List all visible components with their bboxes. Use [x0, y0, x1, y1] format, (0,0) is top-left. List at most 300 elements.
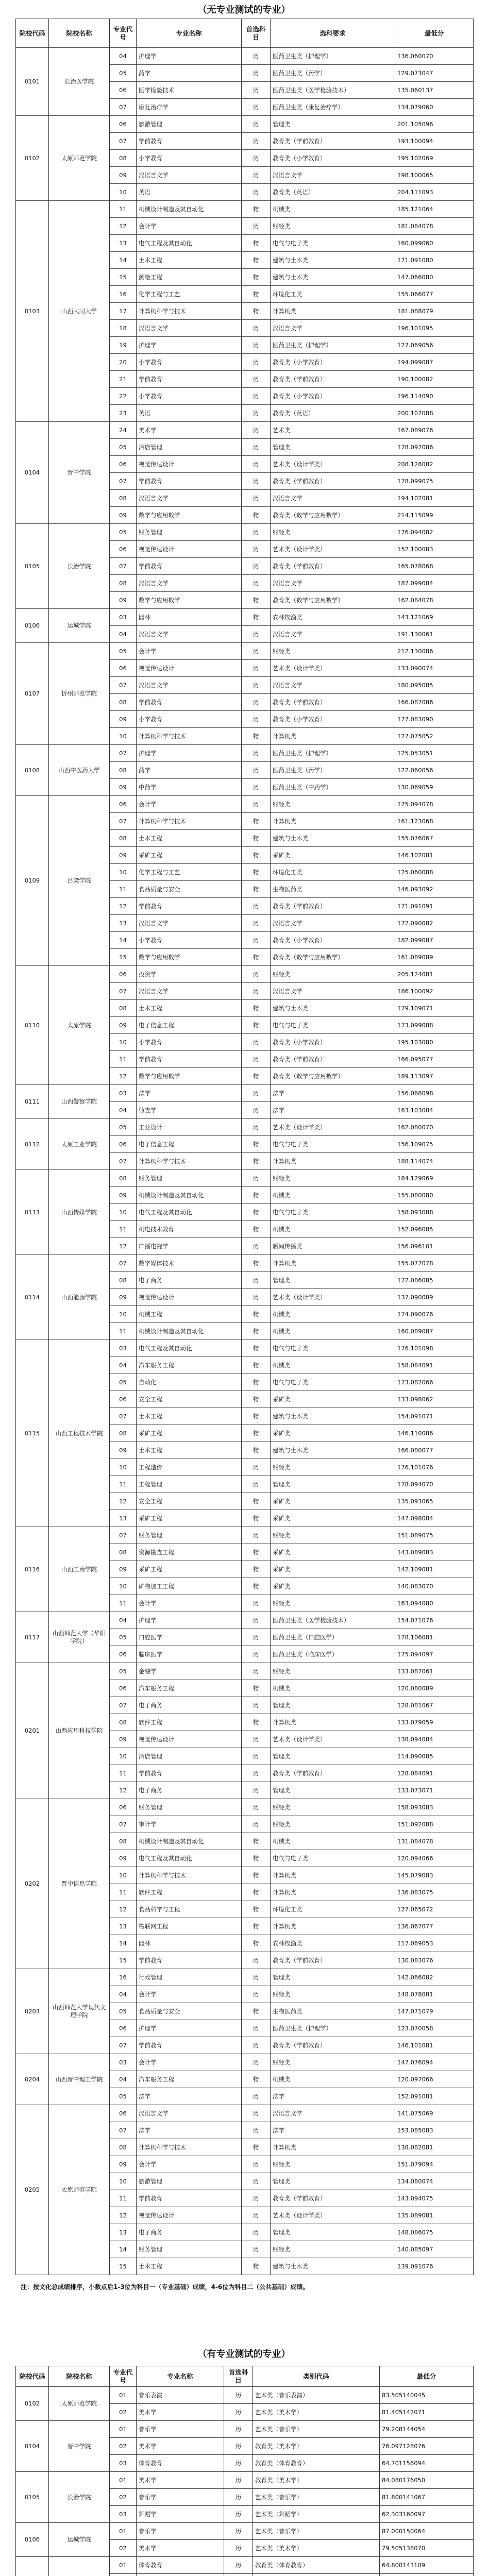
- subject-cell: 历: [242, 1697, 271, 1714]
- requirement-cell: 采矿类: [271, 1493, 395, 1510]
- min-score-cell: 142.109081: [395, 1561, 474, 1578]
- min-score-cell: 193.100094: [395, 133, 474, 150]
- major-name-cell: 学前教育: [137, 2037, 242, 2054]
- min-score-cell: 175.094097: [395, 1646, 474, 1663]
- major-name-cell: 小学教育: [137, 1034, 242, 1051]
- min-score-cell: 194.102081: [395, 490, 474, 507]
- major-name-cell: 美术学: [137, 2438, 224, 2455]
- major-name-cell: 小学教育: [137, 711, 242, 728]
- min-score-cell: 141.075069: [395, 2105, 474, 2122]
- major-code-cell: 08: [110, 1170, 137, 1187]
- major-name-cell: 汉语言文学: [137, 320, 242, 337]
- major-code-cell: 02: [110, 2540, 137, 2557]
- major-code-cell: 13: [110, 1918, 137, 1935]
- major-name-cell: 法学: [137, 2122, 242, 2139]
- column-header: 院校代码: [16, 19, 49, 48]
- subject-cell: 物: [242, 847, 271, 864]
- requirement-cell: 医药卫生类（医学检验技术）: [271, 82, 395, 99]
- subject-cell: 历: [242, 558, 271, 575]
- major-name-cell: 汉语言文学: [137, 490, 242, 507]
- major-name-cell: 财务管理: [137, 2241, 242, 2258]
- major-name-cell: 学前教育: [137, 558, 242, 575]
- subject-cell: 历: [242, 1731, 271, 1748]
- major-code-cell: 03: [110, 2054, 137, 2071]
- major-name-cell: 计算机科学与技术: [137, 813, 242, 830]
- table-row: [16, 796, 474, 813]
- subject-cell: 历: [242, 439, 271, 456]
- min-score-cell: 148.078081: [395, 1986, 474, 2003]
- subject-cell: 历: [242, 779, 271, 796]
- subject-cell: 物: [242, 1068, 271, 1085]
- requirement-cell: 管理类: [271, 1969, 395, 1986]
- subject-cell: 历: [224, 2506, 253, 2523]
- min-score-cell: 133.079059: [395, 1714, 474, 1731]
- subject-cell: 历: [242, 1952, 271, 1969]
- table-row: [16, 48, 474, 65]
- min-score-cell: 130.069059: [395, 779, 474, 796]
- requirement-cell: 教育类（数学与应用数学）: [271, 949, 395, 966]
- min-score-cell: 134.080074: [395, 2173, 474, 2190]
- min-score-cell: 181.084078: [395, 218, 474, 235]
- min-score-cell: 155.080080: [395, 1187, 474, 1204]
- requirement-cell: 机械类: [271, 1680, 395, 1697]
- major-code-cell: 07: [110, 677, 137, 694]
- requirement-cell: 教育类（英语）: [271, 405, 395, 422]
- major-name-cell: 工程造价: [137, 1459, 242, 1476]
- min-score-cell: 158.093088: [395, 1204, 474, 1221]
- min-score-cell: 81.800141067: [380, 2489, 474, 2506]
- min-score-cell: 148.086075: [395, 2224, 474, 2241]
- requirement-cell: 艺术类: [271, 422, 395, 439]
- major-name-cell: 音乐学: [137, 2421, 224, 2438]
- subject-cell: 历: [242, 2054, 271, 2071]
- school-code-cell: 0110: [16, 966, 49, 1085]
- subject-cell: 物: [242, 2071, 271, 2088]
- subject-cell: 历: [242, 133, 271, 150]
- major-code-cell: 08: [110, 150, 137, 167]
- major-code-cell: 06: [110, 660, 137, 677]
- requirement-cell: 医药卫生类（医学检验技术）: [271, 1612, 395, 1629]
- major-name-cell: 学前教育: [137, 1765, 242, 1782]
- requirement-cell: 汉语言文学: [271, 490, 395, 507]
- major-code-cell: 11: [110, 1884, 137, 1901]
- major-name-cell: 土木工程: [137, 1000, 242, 1017]
- subject-cell: 物: [242, 1918, 271, 1935]
- subject-cell: 历: [242, 2105, 271, 2122]
- major-name-cell: 汉语言文学: [137, 2105, 242, 2122]
- min-score-cell: 117.069053: [395, 1935, 474, 1952]
- major-code-cell: 09: [110, 847, 137, 864]
- requirement-cell: [253, 2574, 380, 2576]
- subject-cell: 历: [242, 1986, 271, 2003]
- min-score-cell: 156.068098: [395, 1085, 474, 1102]
- requirement-cell: 机械类: [271, 1357, 395, 1374]
- subject-cell: 历: [242, 116, 271, 133]
- requirement-cell: 教育类（美术学）: [253, 2438, 380, 2455]
- major-name-cell: 数学与应用数学: [137, 592, 242, 609]
- major-code-cell: 05: [110, 2003, 137, 2020]
- table-row: [16, 1340, 474, 1357]
- min-score-cell: 178.099075: [395, 473, 474, 490]
- school-name-cell: 吕梁学院: [49, 796, 110, 966]
- requirement-cell: 机械类: [271, 201, 395, 218]
- min-score-cell: 163.094080: [395, 1595, 474, 1612]
- major-code-cell: 01: [110, 2472, 137, 2489]
- subject-cell: 物: [242, 1561, 271, 1578]
- min-score-cell: 62.303160097: [380, 2506, 474, 2523]
- subject-cell: 物: [242, 728, 271, 745]
- requirement-cell: 采矿类: [271, 1391, 395, 1408]
- requirement-cell: 汉语言文学: [271, 677, 395, 694]
- major-code-cell: 14: [110, 252, 137, 269]
- requirement-cell: 汉语言文学: [271, 167, 395, 184]
- major-name-cell: 视觉传达设计: [137, 1731, 242, 1748]
- requirement-cell: 汉语言文学: [271, 626, 395, 643]
- major-code-cell: 03: [110, 1085, 137, 1102]
- subject-cell: 历: [242, 150, 271, 167]
- subject-cell: 历: [242, 711, 271, 728]
- major-code-cell: 06: [110, 1136, 137, 1153]
- subject-cell: 历: [242, 1238, 271, 1255]
- min-score-cell: 175.094078: [395, 796, 474, 813]
- min-score-cell: 176.101076: [395, 1459, 474, 1476]
- major-code-cell: 08: [110, 1544, 137, 1561]
- subject-cell: 历: [242, 762, 271, 779]
- major-code-cell: 11: [110, 1765, 137, 1782]
- major-name-cell: 英语: [137, 405, 242, 422]
- min-score-cell: 195.103080: [395, 1034, 474, 1051]
- min-score-cell: 208.128082: [395, 456, 474, 473]
- school-code-cell: 0101: [16, 48, 49, 116]
- subject-cell: 历: [242, 745, 271, 762]
- min-score-cell: 154.091071: [395, 1408, 474, 1425]
- min-score-cell: 154.071076: [395, 1612, 474, 1629]
- subject-cell: 历: [242, 388, 271, 405]
- major-name-cell: 小学教育: [137, 388, 242, 405]
- major-code-cell: 08: [110, 1000, 137, 1017]
- major-code-cell: 19: [110, 337, 137, 354]
- requirement-cell: 艺术类（设计学类）: [271, 1119, 395, 1136]
- requirement-cell: 财经类: [271, 218, 395, 235]
- requirement-cell: 法学: [271, 1085, 395, 1102]
- min-score-cell: 165.078068: [395, 558, 474, 575]
- requirement-cell: 采矿类: [271, 847, 395, 864]
- major-code-cell: 10: [110, 1867, 137, 1884]
- major-name-cell: 采矿工程: [137, 1425, 242, 1442]
- subject-cell: 历: [242, 2020, 271, 2037]
- min-score-cell: 198.100065: [395, 167, 474, 184]
- major-code-cell: 17: [110, 303, 137, 320]
- major-code-cell: 11: [110, 2190, 137, 2207]
- min-score-cell: 79.505138070: [380, 2540, 474, 2557]
- min-score-cell: 140.085097: [395, 2241, 474, 2258]
- min-score-cell: 128.081067: [395, 1697, 474, 1714]
- min-score-cell: 176.101098: [395, 1340, 474, 1357]
- requirement-cell: 生物医药类: [271, 2003, 395, 2020]
- table-row: [16, 1170, 474, 1187]
- requirement-cell: 教育类（体育教育）: [253, 2455, 380, 2472]
- subject-cell: 物: [242, 1442, 271, 1459]
- requirement-cell: 教育类（学前教育）: [271, 898, 395, 915]
- major-code-cell: 20: [110, 354, 137, 371]
- min-score-cell: 79.208144054: [380, 2421, 474, 2438]
- requirement-cell: 医药卫生类（护理学）: [271, 745, 395, 762]
- school-name-cell: 太原工业学院: [49, 1119, 110, 1170]
- min-score-cell: 143.121069: [395, 609, 474, 626]
- major-code-cell: 13: [110, 2224, 137, 2241]
- requirement-cell: 建筑与土木类: [271, 2258, 395, 2275]
- min-score-cell: 81.405142071: [380, 2404, 474, 2421]
- subject-cell: 历: [242, 184, 271, 201]
- column-header: 最低分: [395, 19, 474, 48]
- min-score-cell: 158.093083: [395, 1799, 474, 1816]
- major-code-cell: 15: [110, 949, 137, 966]
- major-name-cell: 电子信息工程: [137, 1017, 242, 1034]
- major-code-cell: 04: [110, 1986, 137, 2003]
- major-code-cell: 01: [110, 2557, 137, 2574]
- subject-cell: 物: [242, 1391, 271, 1408]
- major-name-cell: 法学: [137, 2088, 242, 2105]
- subject-cell: 物: [242, 1578, 271, 1595]
- major-code-cell: 07: [110, 1153, 137, 1170]
- major-name-cell: 机械设计制造及其自动化: [137, 1323, 242, 1340]
- school-code-cell: 0104: [16, 2421, 49, 2472]
- major-code-cell: 10: [110, 1748, 137, 1765]
- subject-cell: 历: [242, 422, 271, 439]
- major-name-cell: 汉语言文学: [137, 167, 242, 184]
- major-code-cell: 07: [110, 813, 137, 830]
- major-name-cell: 资源勘查工程: [137, 1544, 242, 1561]
- school-code-cell: 0111: [16, 1085, 49, 1119]
- major-code-cell: 10: [110, 1578, 137, 1595]
- major-name-cell: 会计学: [137, 796, 242, 813]
- major-name-cell: 审计学: [137, 1816, 242, 1833]
- major-code-cell: 15: [110, 269, 137, 286]
- subject-cell: 物: [242, 1221, 271, 1238]
- major-code-cell: 05: [110, 1663, 137, 1680]
- min-score-cell: 136.067077: [395, 1918, 474, 1935]
- school-code-cell: 0115: [16, 1340, 49, 1527]
- min-score-cell: 173.099088: [395, 1017, 474, 1034]
- subject-cell: 历: [242, 1969, 271, 1986]
- major-code-cell: 10: [110, 864, 137, 881]
- major-name-cell: 学前教育: [137, 473, 242, 490]
- school-code-cell: 0102: [16, 2387, 49, 2421]
- min-score-cell: 138.094084: [395, 1731, 474, 1748]
- subject-cell: 历: [242, 1085, 271, 1102]
- min-score-cell: 131.084078: [395, 1833, 474, 1850]
- requirement-cell: 财经类: [271, 2054, 395, 2071]
- table-row: [16, 609, 474, 626]
- subject-cell: 物: [242, 1340, 271, 1357]
- major-code-cell: 11: [110, 201, 137, 218]
- subject-cell: 历: [224, 2557, 253, 2574]
- requirement-cell: 采矿类: [271, 1544, 395, 1561]
- major-code-cell: 06: [110, 1646, 137, 1663]
- major-code-cell: 04: [110, 1357, 137, 1374]
- major-code-cell: 09: [110, 711, 137, 728]
- major-name-cell: 测绘工程: [137, 269, 242, 286]
- major-name-cell: 电气工程及其自动化: [137, 1204, 242, 1221]
- major-name-cell: 食品质量与安全: [137, 881, 242, 898]
- min-score-cell: 120.080089: [395, 1680, 474, 1697]
- major-code-cell: 05: [110, 2088, 137, 2105]
- subject-cell: 历: [242, 1527, 271, 1544]
- major-code-cell: 07: [110, 1816, 137, 1833]
- min-score-cell: 151.079094: [395, 2156, 474, 2173]
- major-code-cell: 09: [110, 1731, 137, 1748]
- column-header: 首选科目: [224, 2366, 253, 2387]
- column-header: 类别代码: [253, 2366, 380, 2387]
- subject-cell: 历: [242, 2037, 271, 2054]
- requirement-cell: 财经类: [271, 1816, 395, 1833]
- school-name-cell: 山西能源学院: [49, 1255, 110, 1340]
- min-score-cell: 146.102081: [395, 847, 474, 864]
- min-score-cell: 114.090085: [395, 1748, 474, 1765]
- requirement-cell: 医药卫生类（药学）: [271, 762, 395, 779]
- major-name-cell: 食品质量与安全: [137, 2003, 242, 2020]
- column-header: 专业名称: [137, 19, 242, 48]
- requirement-cell: 财经类: [271, 1799, 395, 1816]
- column-header: 首选科目: [242, 19, 271, 48]
- requirement-cell: 建筑与土木类: [271, 1000, 395, 1017]
- major-name-cell: 电子商务: [137, 1782, 242, 1799]
- requirement-cell: 财经类: [271, 524, 395, 541]
- major-code-cell: 15: [110, 1952, 137, 1969]
- major-name-cell: 小学教育: [137, 150, 242, 167]
- min-score-cell: 176.094082: [395, 524, 474, 541]
- major-name-cell: 电子商务: [137, 1697, 242, 1714]
- school-name-cell: 山西传媒学院: [49, 1170, 110, 1255]
- table-row: [16, 1612, 474, 1629]
- school-name-cell: 山西中医药大学: [49, 745, 110, 796]
- subject-cell: 历: [242, 82, 271, 99]
- school-code-cell: 0109: [16, 796, 49, 966]
- requirement-cell: 教育类（小学教育）: [271, 388, 395, 405]
- table-row: [16, 2472, 474, 2489]
- subject-cell: 历: [242, 99, 271, 116]
- min-score-cell: 140.083070: [395, 1578, 474, 1595]
- column-header: 院校名称: [49, 19, 110, 48]
- major-name-cell: [137, 2574, 224, 2576]
- requirement-cell: 艺术类（设计学类）: [271, 541, 395, 558]
- major-code-cell: 05: [110, 524, 137, 541]
- requirement-cell: 计算机类: [271, 1714, 395, 1731]
- min-score-cell: 133.087061: [395, 1663, 474, 1680]
- requirement-cell: 教育类（学前教育）: [271, 133, 395, 150]
- major-name-cell: 化学工程与工艺: [137, 864, 242, 881]
- column-header: 专业代号: [110, 19, 137, 48]
- subject-cell: 历: [242, 1765, 271, 1782]
- major-code-cell: 10: [110, 184, 137, 201]
- table-row: [16, 1799, 474, 1816]
- subject-cell: 历: [242, 694, 271, 711]
- min-score-cell: 155.077078: [395, 1255, 474, 1272]
- major-name-cell: 学前教育: [137, 133, 242, 150]
- requirement-cell: 管理类: [271, 116, 395, 133]
- min-score-cell: 147.071079: [395, 2003, 474, 2020]
- school-name-cell: 晋中学院: [49, 422, 110, 524]
- school-code-cell: 0203: [16, 1969, 49, 2054]
- requirement-cell: 机械类: [271, 1323, 395, 1340]
- table-row: [16, 2523, 474, 2540]
- table-note: 注：按文化总成绩排序，小数点后1-3位为科目一（专业基础）成绩，4-6位为科目二（公共基础）成绩。: [21, 2283, 309, 2291]
- min-score-cell: 133.098062: [395, 1391, 474, 1408]
- school-code-cell: 0105: [16, 2472, 49, 2523]
- major-code-cell: 06: [110, 116, 137, 133]
- major-name-cell: 计算机科学与技术: [137, 303, 242, 320]
- subject-cell: 历: [224, 2404, 253, 2421]
- subject-cell: 物: [242, 1680, 271, 1697]
- min-score-cell: 137.090089: [395, 1289, 474, 1306]
- major-name-cell: 土木工程: [137, 1408, 242, 1425]
- school-name-cell: 太原师范学院: [49, 116, 110, 201]
- min-score-cell: 129.073047: [395, 65, 474, 82]
- min-score-cell: 180.095085: [395, 677, 474, 694]
- major-name-cell: 汽车服务工程: [137, 1357, 242, 1374]
- major-name-cell: 数字媒体技术: [137, 1255, 242, 1272]
- requirement-cell: 采矿类: [271, 1510, 395, 1527]
- subject-cell: 物: [242, 286, 271, 303]
- major-name-cell: 计算机科学与技术: [137, 1867, 242, 1884]
- min-score-cell: 127.069056: [395, 337, 474, 354]
- min-score-cell: 123.070058: [395, 2020, 474, 2037]
- major-name-cell: 康复治疗学: [137, 99, 242, 116]
- subject-cell: 历: [224, 2489, 253, 2506]
- major-code-cell: 12: [110, 1901, 137, 1918]
- min-score-cell: 156.109075: [395, 1136, 474, 1153]
- school-name-cell: 太原学院: [49, 966, 110, 1085]
- requirement-cell: 教育类（小学教育）: [271, 150, 395, 167]
- min-score-cell: 122.060056: [395, 762, 474, 779]
- major-code-cell: 07: [110, 983, 137, 1000]
- subject-cell: 历: [242, 524, 271, 541]
- subject-cell: 物: [242, 864, 271, 881]
- min-score-cell: 214.115099: [395, 507, 474, 524]
- major-name-cell: 机械工程: [137, 1306, 242, 1323]
- major-name-cell: 会计学: [137, 218, 242, 235]
- school-code-cell: 0104: [16, 422, 49, 524]
- requirement-cell: 财经类: [271, 966, 395, 983]
- subject-cell: 历: [242, 371, 271, 388]
- min-score-cell: 196.101095: [395, 320, 474, 337]
- min-score-cell: 186.100092: [395, 983, 474, 1000]
- requirement-cell: 环境化工类: [271, 1901, 395, 1918]
- min-score-cell: 185.121064: [395, 201, 474, 218]
- major-name-cell: 食品科学与工程: [137, 1901, 242, 1918]
- min-score-cell: 161.123068: [395, 813, 474, 830]
- subject-cell: 物: [242, 881, 271, 898]
- major-code-cell: 09: [110, 167, 137, 184]
- major-name-cell: 学前教育: [137, 2190, 242, 2207]
- table-row: [16, 116, 474, 133]
- major-code-cell: 07: [110, 473, 137, 490]
- subject-cell: 历: [224, 2438, 253, 2455]
- min-score-cell: 162.084078: [395, 592, 474, 609]
- requirement-cell: 教育类（体育教育）: [253, 2557, 380, 2574]
- requirement-cell: 电气与电子类: [271, 1017, 395, 1034]
- major-name-cell: 侦查学: [137, 1102, 242, 1119]
- subject-cell: 物: [242, 269, 271, 286]
- requirement-cell: 教育类（美术学）: [253, 2472, 380, 2489]
- major-code-cell: 10: [110, 2173, 137, 2190]
- school-name-cell: 长治医学院: [49, 48, 110, 116]
- table-row: [16, 2054, 474, 2071]
- school-code-cell: 0204: [16, 2054, 49, 2105]
- school-name-cell: 山西应用科技学院: [49, 1663, 110, 1799]
- requirement-cell: 财经类: [271, 2241, 395, 2258]
- subject-cell: 物: [242, 592, 271, 609]
